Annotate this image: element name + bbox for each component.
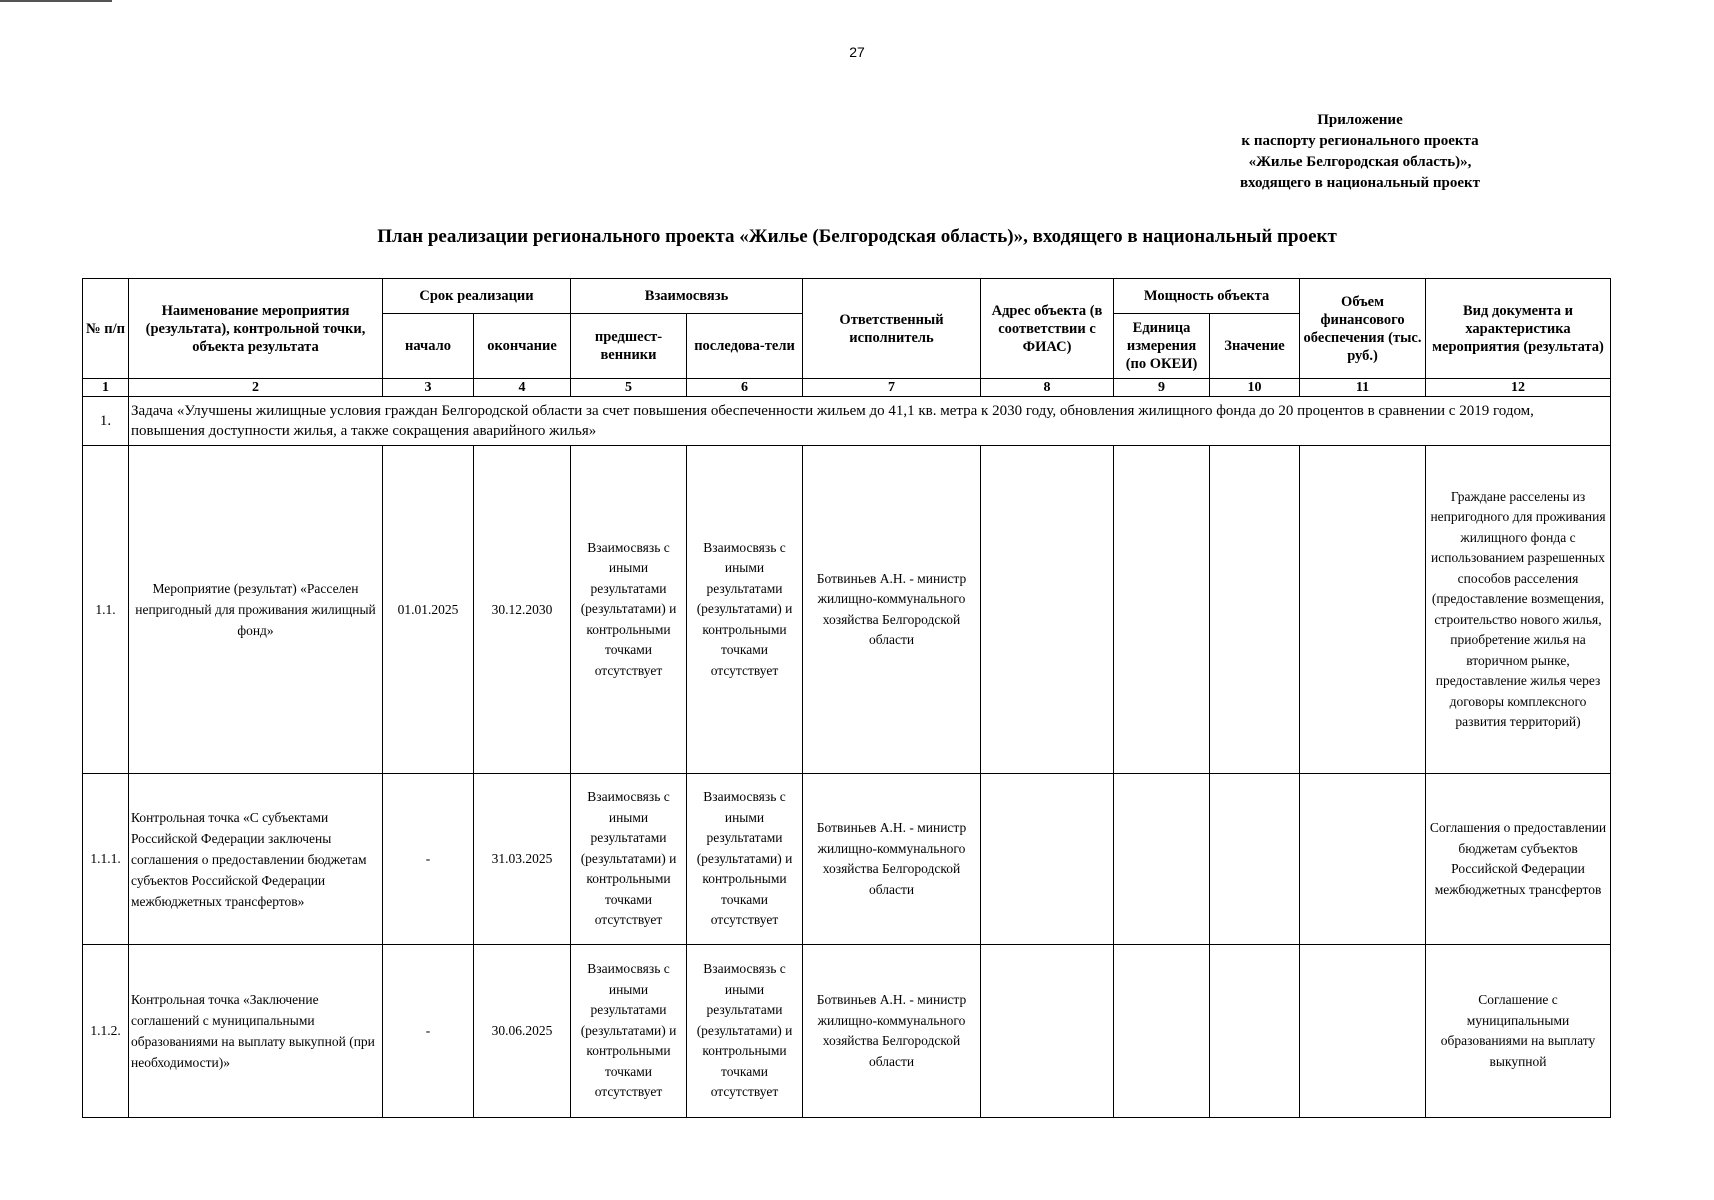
column-number: 4 bbox=[474, 379, 571, 397]
header-value: Значение bbox=[1210, 314, 1300, 379]
row-funding bbox=[1300, 774, 1426, 945]
appendix-note bbox=[1180, 110, 1540, 194]
header-name: Наименование мероприятия (результата), контрольной точки, объекта результата bbox=[129, 279, 383, 379]
task-row bbox=[83, 397, 1611, 446]
row-address bbox=[981, 774, 1114, 945]
appendix-line: к паспорту регионального проекта bbox=[1241, 133, 1479, 149]
page-number: 27 bbox=[849, 44, 865, 60]
table-row bbox=[83, 774, 1611, 945]
row-unit bbox=[1114, 945, 1210, 1118]
row-successors: Взаимосвязь с иными результатами (результатами) и контрольными точками отсутствует bbox=[687, 774, 803, 945]
row-start: - bbox=[383, 774, 474, 945]
row-successors: Взаимосвязь с иными результатами (результатами) и контрольными точками отсутствует bbox=[687, 446, 803, 774]
row-doc: Соглашение с муниципальными образованиями на выплату выкупной bbox=[1426, 945, 1611, 1118]
header-term: Срок реализации bbox=[383, 279, 571, 314]
row-name: Контрольная точка «С субъектами Российской Федерации заключены соглашения о предоставлении бюджетам субъектов Российской Федерации межбюджетных трансфертов» bbox=[129, 774, 383, 945]
appendix-line: Приложение bbox=[1317, 112, 1403, 128]
column-number: 10 bbox=[1210, 379, 1300, 397]
column-number: 5 bbox=[571, 379, 687, 397]
task-num: 1. bbox=[83, 397, 129, 446]
table-row bbox=[83, 446, 1611, 774]
plan-table bbox=[82, 278, 1611, 1118]
row-name: Мероприятие (результат) «Расселен непригодный для проживания жилищный фонд» bbox=[129, 446, 383, 774]
row-num: 1.1. bbox=[83, 446, 129, 774]
row-funding bbox=[1300, 945, 1426, 1118]
column-number: 11 bbox=[1300, 379, 1426, 397]
row-doc: Граждане расселены из непригодного для проживания жилищного фонда с использованием разрешенных способов расселения (предоставление возмещения, строительство нового жилья, приобретение жилья на вторичном рынке, предоставление жилья через договоры комплексного развития территорий) bbox=[1426, 446, 1611, 774]
column-number: 8 bbox=[981, 379, 1114, 397]
row-address bbox=[981, 446, 1114, 774]
header-relation: Взаимосвязь bbox=[571, 279, 803, 314]
row-doc: Соглашения о предоставлении бюджетам субъектов Российской Федерации межбюджетных трансфертов bbox=[1426, 774, 1611, 945]
row-predecessors: Взаимосвязь с иными результатами (результатами) и контрольными точками отсутствует bbox=[571, 446, 687, 774]
column-number: 12 bbox=[1426, 379, 1611, 397]
row-value bbox=[1210, 774, 1300, 945]
row-end: 30.12.2030 bbox=[474, 446, 571, 774]
header-unit: Единица измерения (по ОКЕИ) bbox=[1114, 314, 1210, 379]
header-row bbox=[83, 279, 1611, 314]
row-unit bbox=[1114, 446, 1210, 774]
row-funding bbox=[1300, 446, 1426, 774]
row-successors: Взаимосвязь с иными результатами (результатами) и контрольными точками отсутствует bbox=[687, 945, 803, 1118]
row-unit bbox=[1114, 774, 1210, 945]
row-start: 01.01.2025 bbox=[383, 446, 474, 774]
row-responsible: Ботвиньев А.Н. - министр жилищно-коммунального хозяйства Белгородской области bbox=[803, 774, 981, 945]
header-address: Адрес объекта (в соответствии с ФИАС) bbox=[981, 279, 1114, 379]
task-text: Задача «Улучшены жилищные условия граждан Белгородской области за счет повышения обеспеченности жильем до 41,1 кв. метра к 2030 году, обновления жилищного фонда до 20 процентов в сравнении с 2019 годом, повышения доступности жилья, а также сокращения аварийного жилья» bbox=[129, 397, 1611, 446]
column-number: 9 bbox=[1114, 379, 1210, 397]
appendix-line: входящего в национальный проект bbox=[1239, 175, 1481, 191]
row-address bbox=[981, 945, 1114, 1118]
header-predecessors: предшест-венники bbox=[571, 314, 687, 379]
row-name: Контрольная точка «Заключение соглашений с муниципальными образованиями на выплату выкупной (при необходимости)» bbox=[129, 945, 383, 1118]
header-capacity: Мощность объекта bbox=[1114, 279, 1300, 314]
header-doc-type: Вид документа и характеристика мероприятия (результата) bbox=[1426, 279, 1611, 379]
row-value bbox=[1210, 945, 1300, 1118]
document-title: План реализации регионального проекта «Жилье (Белгородская область)», входящего в национальный проект bbox=[377, 226, 1337, 247]
row-predecessors: Взаимосвязь с иными результатами (результатами) и контрольными точками отсутствует bbox=[571, 774, 687, 945]
row-end: 30.06.2025 bbox=[474, 945, 571, 1118]
header-funding: Объем финансового обеспечения (тыс. руб.) bbox=[1300, 279, 1426, 379]
appendix-line: «Жилье Белгородская область)», bbox=[1248, 154, 1472, 170]
row-num: 1.1.2. bbox=[83, 945, 129, 1118]
header-start: начало bbox=[383, 314, 474, 379]
row-end: 31.03.2025 bbox=[474, 774, 571, 945]
corner-scan-line bbox=[0, 0, 112, 2]
header-end: окончание bbox=[474, 314, 571, 379]
header-successors: последова-тели bbox=[687, 314, 803, 379]
column-number: 3 bbox=[383, 379, 474, 397]
row-start: - bbox=[383, 945, 474, 1118]
header-responsible: Ответственный исполнитель bbox=[803, 279, 981, 379]
header-num: № п/п bbox=[83, 279, 129, 379]
row-num: 1.1.1. bbox=[83, 774, 129, 945]
table-row bbox=[83, 945, 1611, 1118]
column-number: 2 bbox=[129, 379, 383, 397]
row-responsible: Ботвиньев А.Н. - министр жилищно-коммунального хозяйства Белгородской области bbox=[803, 446, 981, 774]
row-value bbox=[1210, 446, 1300, 774]
row-predecessors: Взаимосвязь с иными результатами (результатами) и контрольными точками отсутствует bbox=[571, 945, 687, 1118]
column-number: 6 bbox=[687, 379, 803, 397]
column-number-row bbox=[83, 379, 1611, 397]
column-number: 1 bbox=[83, 379, 129, 397]
row-responsible: Ботвиньев А.Н. - министр жилищно-коммунального хозяйства Белгородской области bbox=[803, 945, 981, 1118]
column-number: 7 bbox=[803, 379, 981, 397]
